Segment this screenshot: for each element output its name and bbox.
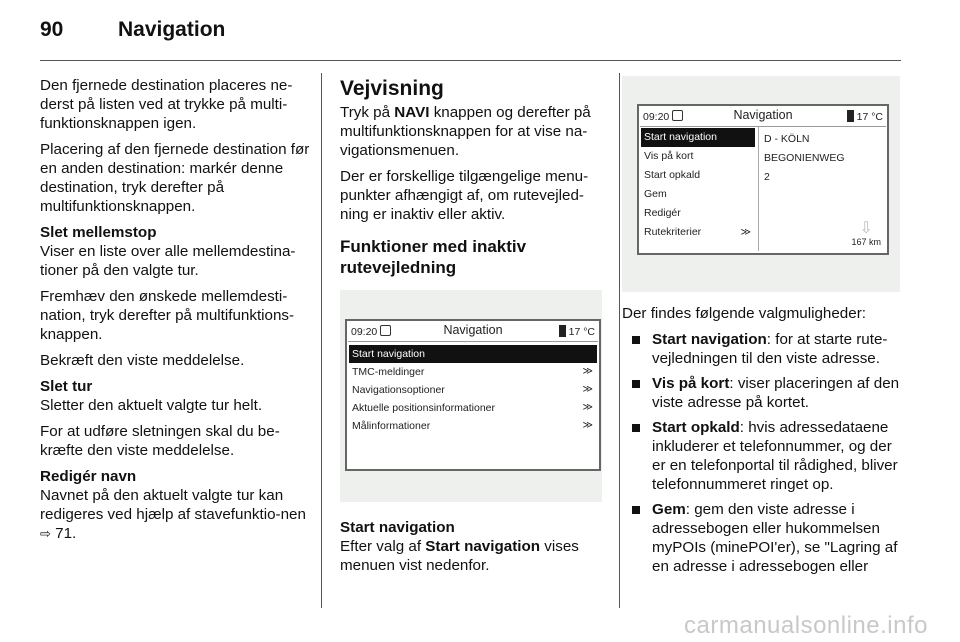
option-text: : for at starte rute-vejledningen til den viste adresse. — [652, 331, 888, 367]
chevron-right-icon: ≫ — [582, 420, 593, 431]
paragraph — [40, 486, 310, 543]
screen-divider — [640, 126, 886, 127]
nav-screen — [345, 319, 601, 471]
paragraph: Sletter den aktuelt valgte tur helt. — [40, 397, 263, 414]
paragraph: Fremhæv den ønskede mellemdesti-nation, tryk derefter på multifunktions-knappen. — [40, 288, 295, 343]
address-line: BEGONIENWEG — [764, 152, 845, 164]
time-text: 09:20 — [643, 111, 670, 123]
screen-title: Navigation — [443, 323, 503, 337]
chevron-right-icon: ≫ — [582, 402, 593, 413]
screen-menu — [349, 345, 597, 435]
option-text: : hvis adressedataene inkluderer et telefonnummer, og der er en telefonportal til rådighed, bliver telefonnummeret ringet op. — [652, 419, 898, 493]
paragraph — [340, 537, 606, 575]
chevron-right-icon: ≫ — [582, 366, 593, 377]
subheading-slet-mellemstop: Slet mellemstop — [40, 224, 157, 241]
temperature-text: 17 °C — [856, 111, 883, 123]
menu-item-label: Navigationsoptioner — [352, 384, 445, 396]
paragraph: Bekræft den viste meddelelse. — [40, 352, 245, 369]
list-item — [622, 330, 904, 368]
page-reference[interactable]: 71. — [55, 525, 77, 542]
page-number: 90 — [40, 18, 64, 41]
menu-item-label: Gem — [644, 188, 667, 200]
nav-screen — [637, 104, 889, 255]
temperature-text: 17 °C — [568, 326, 595, 338]
screen-temperature — [559, 325, 595, 339]
menu-item-malinformationer[interactable] — [349, 417, 597, 435]
address-line: D - KÖLN — [764, 133, 810, 145]
screen-column-divider — [758, 127, 759, 251]
menu-item-label: Aktuelle positionsinformationer — [352, 402, 495, 414]
distance-text: 167 km — [851, 237, 881, 247]
bullet-icon — [632, 380, 640, 388]
list-item — [622, 500, 904, 576]
option-term: Gem — [652, 501, 686, 518]
menu-item-label: Start navigation — [644, 131, 717, 143]
bullet-icon — [632, 336, 640, 344]
page-title: Navigation — [118, 18, 226, 41]
screen-menu — [641, 128, 755, 242]
paragraph: Placering af den fjernede destination før en anden destination: markér denne destination, tryk derefter på multifunktionsknappen. — [40, 141, 310, 215]
options-section — [622, 304, 904, 582]
menu-item-rutekriterier[interactable] — [641, 223, 755, 242]
thermometer-icon — [847, 110, 854, 122]
chevron-right-icon: ≫ — [740, 227, 751, 238]
column-divider-1 — [321, 73, 322, 608]
menu-item-label: TMC-meldinger — [352, 366, 425, 378]
intro-text: Tryk på — [340, 104, 395, 121]
menu-item-label: Vis på kort — [644, 150, 694, 162]
screen-figure-address — [622, 76, 900, 292]
menu-item-label: Start opkald — [644, 169, 701, 181]
bullet-icon — [632, 424, 640, 432]
watermark: carmanualsonline.info — [684, 612, 928, 639]
column-left — [40, 76, 310, 550]
paragraph: Der findes følgende valgmuligheder: — [622, 305, 866, 322]
menu-item-start-navigation[interactable] — [349, 345, 597, 363]
after-text: Efter valg af — [340, 538, 426, 555]
after-text: vises menuen vist nedenfor. — [340, 538, 579, 574]
paragraph: Den fjernede destination placeres ne-derst på listen ved at trykke på multi-funktionsknappen igen. — [40, 77, 293, 132]
menu-item-label: Redigér — [644, 207, 681, 219]
menu-item-label: Målinformationer — [352, 420, 431, 432]
menu-item-label: Start navigation — [352, 348, 425, 360]
page-reference-arrow-icon: ⇨ — [40, 526, 51, 541]
option-term: Start navigation — [652, 331, 767, 348]
paragraph — [340, 103, 606, 160]
section-heading-vejvisning: Vejvisning — [340, 77, 444, 100]
menu-item-gem[interactable] — [641, 185, 755, 204]
arrow-down-icon: ⇩ — [859, 220, 873, 237]
distance-indicator — [851, 221, 881, 247]
menu-item-start-navigation[interactable] — [641, 128, 755, 147]
start-navigation-term: Start navigation — [425, 538, 541, 555]
option-term: Start opkald — [652, 419, 740, 436]
option-text: : gem den viste adresse i adressebogen eller hukommelsen myPOIs (minePOI'er), se "Lagring af en adresse i adressebogen eller — [652, 501, 898, 575]
options-list — [622, 330, 904, 576]
menu-item-start-opkald[interactable] — [641, 166, 755, 185]
header-rule — [40, 60, 901, 61]
time-text: 09:20 — [351, 326, 378, 338]
list-item — [622, 418, 904, 494]
bullet-icon — [632, 506, 640, 514]
screen-temperature — [847, 110, 883, 124]
menu-item-vis-pa-kort[interactable] — [641, 147, 755, 166]
menu-item-label: Rutekriterier — [644, 226, 702, 238]
paragraph-text: Navnet på den aktuelt valgte tur kan redigeres ved hjælp af stavefunktio-nen — [40, 487, 306, 523]
page-header — [40, 18, 900, 46]
option-text: : viser placeringen af den viste adresse på kortet. — [652, 375, 900, 411]
intro-text: knappen og derefter på multifunktionsknappen for at vise na-vigationsmenuen. — [340, 104, 591, 159]
address-block — [764, 130, 845, 187]
column-divider-2 — [619, 73, 620, 608]
paragraph: For at udføre sletningen skal du be-kræfte den viste meddelelse. — [40, 423, 280, 459]
screen-figure-inactive — [340, 290, 602, 502]
paragraph: Viser en liste over alle mellemdestina-tioner på den valgte tur. — [40, 243, 296, 279]
screen-divider — [348, 341, 598, 342]
subheading-start-navigation: Start navigation — [340, 519, 455, 536]
thermometer-icon — [559, 325, 566, 337]
menu-item-rediger[interactable] — [641, 204, 755, 223]
paragraph: Der er forskellige tilgængelige menu-punkter afhængigt af, om rutevejled-ning er inaktiv eller aktiv. — [340, 168, 589, 223]
option-term: Vis på kort — [652, 375, 730, 392]
subsection-heading: Funktioner med inaktiv rutevejledning — [340, 237, 527, 277]
list-item — [622, 374, 904, 412]
address-line: 2 — [764, 171, 770, 183]
menu-item-navigationsoptioner[interactable] — [349, 381, 597, 399]
navi-key-label: NAVI — [394, 104, 430, 121]
column-middle — [340, 76, 606, 582]
chevron-right-icon: ≫ — [582, 384, 593, 395]
menu-item-tmc-meldinger[interactable] — [349, 363, 597, 381]
menu-item-aktuelle-positionsinformationer[interactable] — [349, 399, 597, 417]
subheading-rediger-navn: Redigér navn — [40, 468, 137, 485]
subheading-slet-tur: Slet tur — [40, 378, 93, 395]
screen-title: Navigation — [733, 108, 793, 122]
